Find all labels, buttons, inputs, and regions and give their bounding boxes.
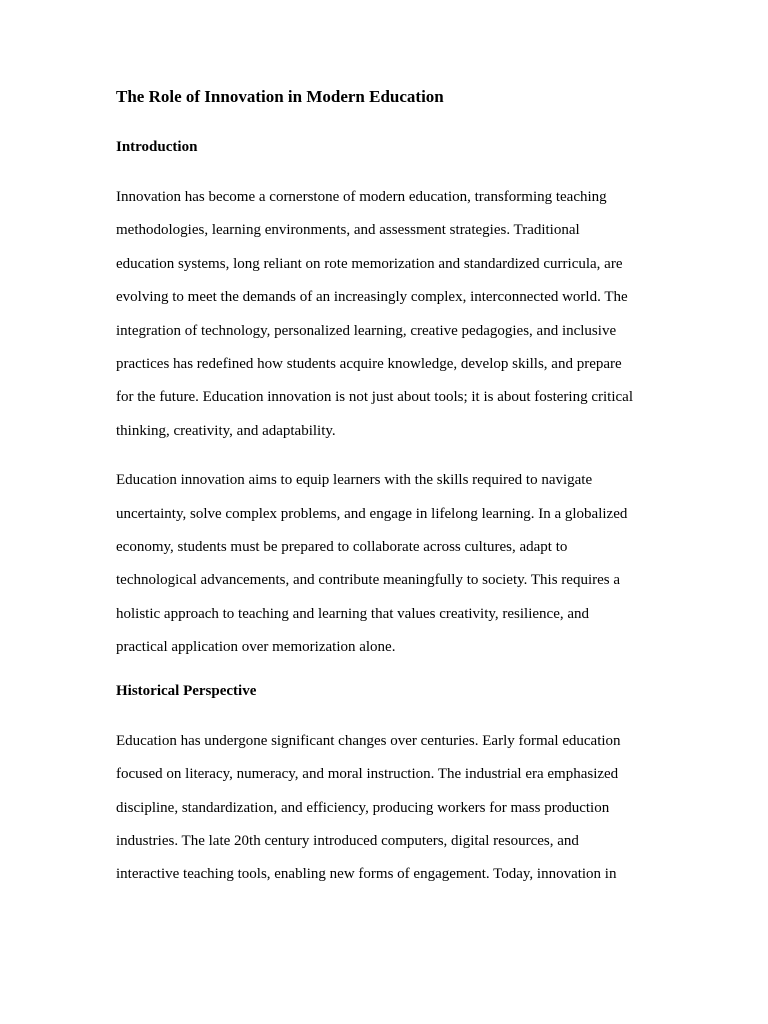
text-line: technological advancements, and contribute meaningfully to society. This requires a	[116, 572, 621, 589]
paragraph	[116, 725, 656, 892]
text-line: economy, students must be prepared to collaborate across cultures, adapt to	[116, 539, 568, 556]
text-line: for the future. Education innovation is not just about tools; it is about fostering critical	[116, 389, 633, 406]
section-heading-introduction: Introduction	[116, 139, 198, 155]
document-body	[116, 86, 656, 908]
text-line: interactive teaching tools, enabling new forms of engagement. Today, innovation in	[116, 866, 617, 883]
text-line: uncertainty, solve complex problems, and engage in lifelong learning. In a globalized	[116, 505, 628, 522]
text-line: thinking, creativity, and adaptability.	[116, 422, 336, 439]
text-line: focused on literacy, numeracy, and moral instruction. The industrial era emphasized	[116, 766, 619, 783]
text-line: Education innovation aims to equip learners with the skills required to navigate	[116, 472, 593, 489]
text-line: education systems, long reliant on rote memorization and standardized curricula, are	[116, 255, 623, 272]
paragraph	[116, 464, 656, 664]
text-line: integration of technology, personalized learning, creative pedagogies, and inclusive	[116, 322, 617, 339]
text-line: industries. The late 20th century introduced computers, digital resources, and	[116, 832, 579, 849]
text-line: evolving to meet the demands of an increasingly complex, interconnected world. The	[116, 289, 628, 306]
text-line: discipline, standardization, and efficiency, producing workers for mass production	[116, 799, 610, 816]
document-title: The Role of Innovation in Modern Education	[116, 87, 444, 106]
paragraph	[116, 181, 656, 448]
text-line: holistic approach to teaching and learning that values creativity, resilience, and	[116, 605, 590, 622]
text-line: Innovation has become a cornerstone of modern education, transforming teaching	[116, 189, 607, 205]
section-heading-historical-perspective: Historical Perspective	[116, 682, 257, 699]
text-line: practical application over memorization alone.	[116, 639, 396, 656]
text-line: practices has redefined how students acquire knowledge, develop skills, and prepare	[116, 356, 622, 373]
text-line: Education has undergone significant changes over centuries. Early formal education	[116, 732, 621, 749]
text-line: methodologies, learning environments, and assessment strategies. Traditional	[116, 222, 580, 239]
